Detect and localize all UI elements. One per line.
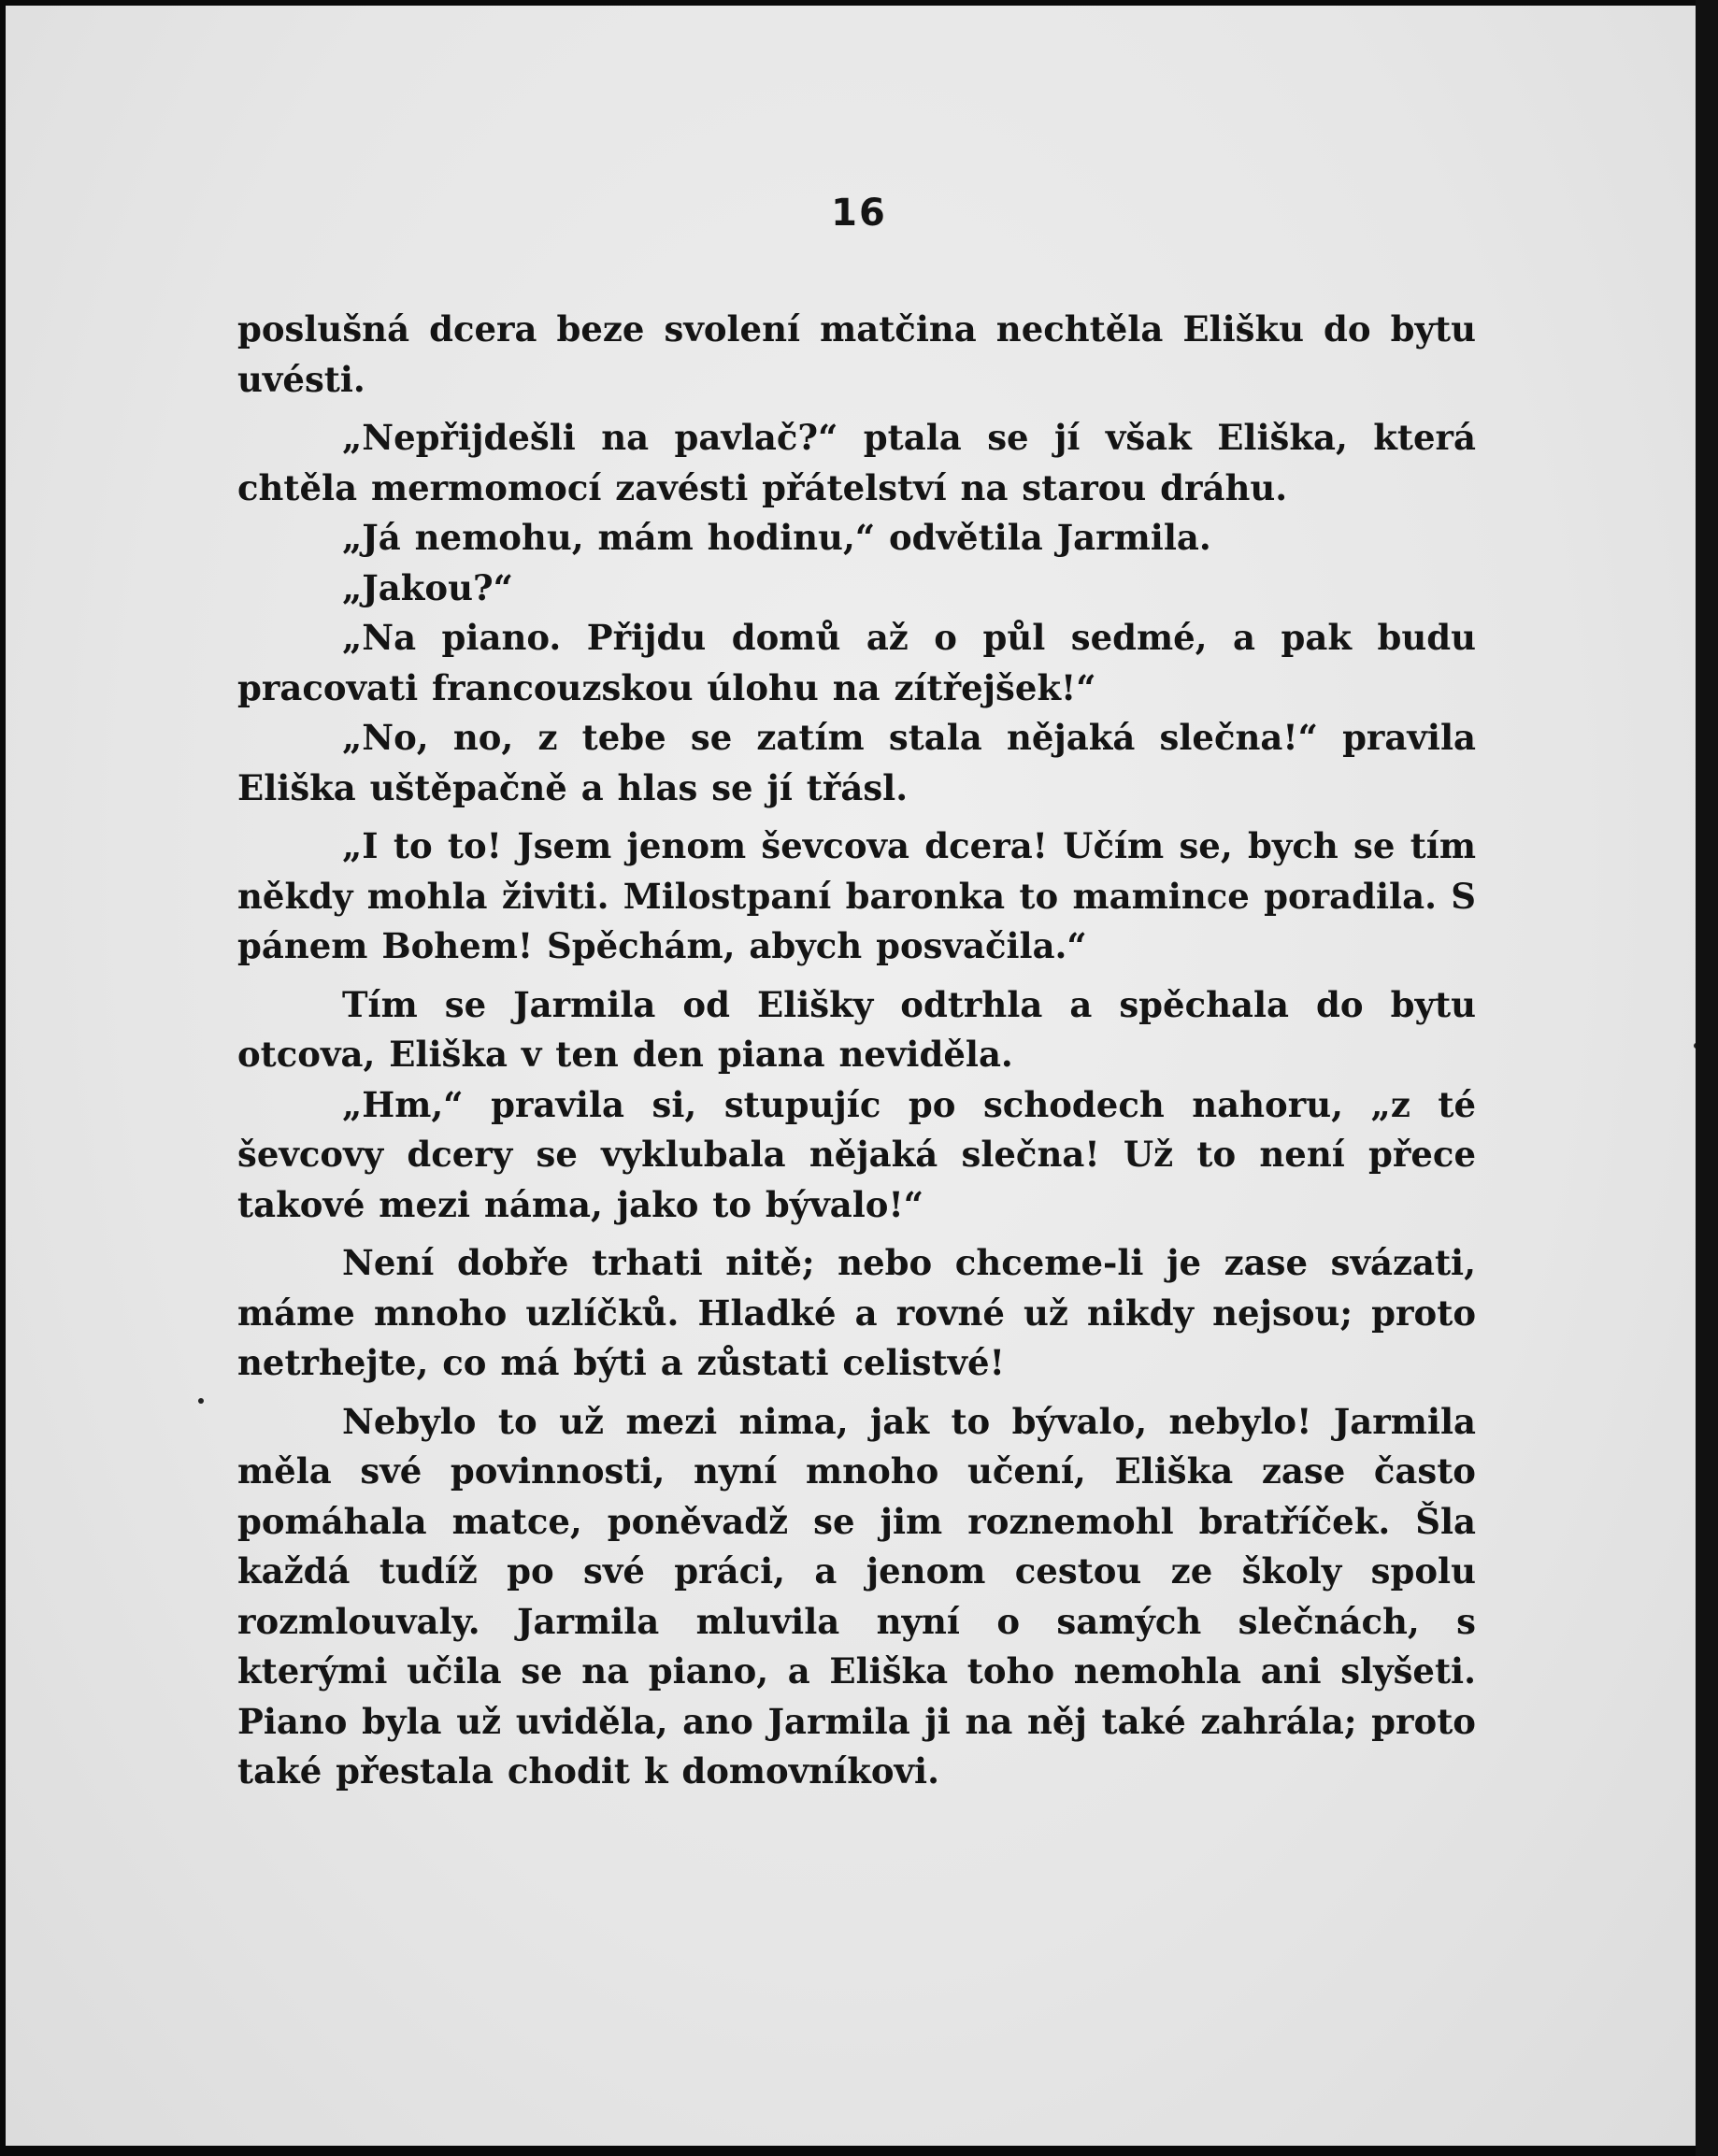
paragraph: poslušná dcera beze svolení matčina nechtěla Elišku do bytu uvésti.: [237, 308, 1476, 400]
page-number: 16: [831, 192, 887, 235]
scan-edge: [1696, 0, 1718, 2156]
paragraph: „I to to! Jsem jenom ševcova dcera! Učím se, bych se tím někdy mohla živiti. Milostpaní baronka to mamince poradila. S pánem Bohem! Spěchám, abych posvačila.“: [237, 825, 1476, 966]
paragraph: „Hm,“ pravila si, stupujíc po schodech nahoru, „z té ševcovy dcery se vyklubala nějaká slečna! Už to není přece takové mezi náma, jako to bývalo!“: [237, 1083, 1476, 1225]
body-text: [237, 305, 1476, 1797]
paragraph: Nebylo to už mezi nima, jak to bývalo, nebylo! Jarmila měla své povinnosti, nyní mnoho učení, Eliška zase často pomáhala matce, poněvadž se jim roznemohl bratříček. Šla každá tudíž po své práci, a jenom cestou ze školy spolu rozmlouvaly. Jarmila mluvila nyní o samých slečnách, s kterými učila se na piano, a Eliška toho nemohla ani slyšeti. Piano byla už uviděla, ano Jarmila ji na něj také zahrála; proto také přestala chodit k domovníkovi.: [237, 1400, 1476, 1792]
paragraph: „No, no, z tebe se zatím stala nějaká slečna!“ pravila Eliška uštěpačně a hlas se jí třásl.: [237, 717, 1476, 808]
paper-speck: [198, 1398, 204, 1404]
paragraph: Tím se Jarmila od Elišky odtrhla a spěchala do bytu otcova, Eliška v ten den piana neviděla.: [237, 983, 1476, 1075]
paragraph: „Nepřijdešli na pavlač?“ ptala se jí však Eliška, která chtěla mermomocí zavésti přátelství na starou dráhu.: [237, 417, 1476, 508]
paragraph: „Já nemohu, mám hodinu,“ odvětila Jarmila.: [342, 517, 1211, 558]
paragraph: „Na piano. Přijdu domů až o půl sedmé, a pak budu pracovati francouzskou úlohu na zítřejšek!“: [237, 617, 1476, 708]
paragraph: Není dobře trhati nitě; nebo chceme-li je zase svázati, máme mnoho uzlíčků. Hladké a rovné už nikdy nejsou; proto netrhejte, co má býti a zůstati celistvé!: [237, 1242, 1476, 1383]
paragraph: „Jakou?“: [342, 566, 513, 608]
